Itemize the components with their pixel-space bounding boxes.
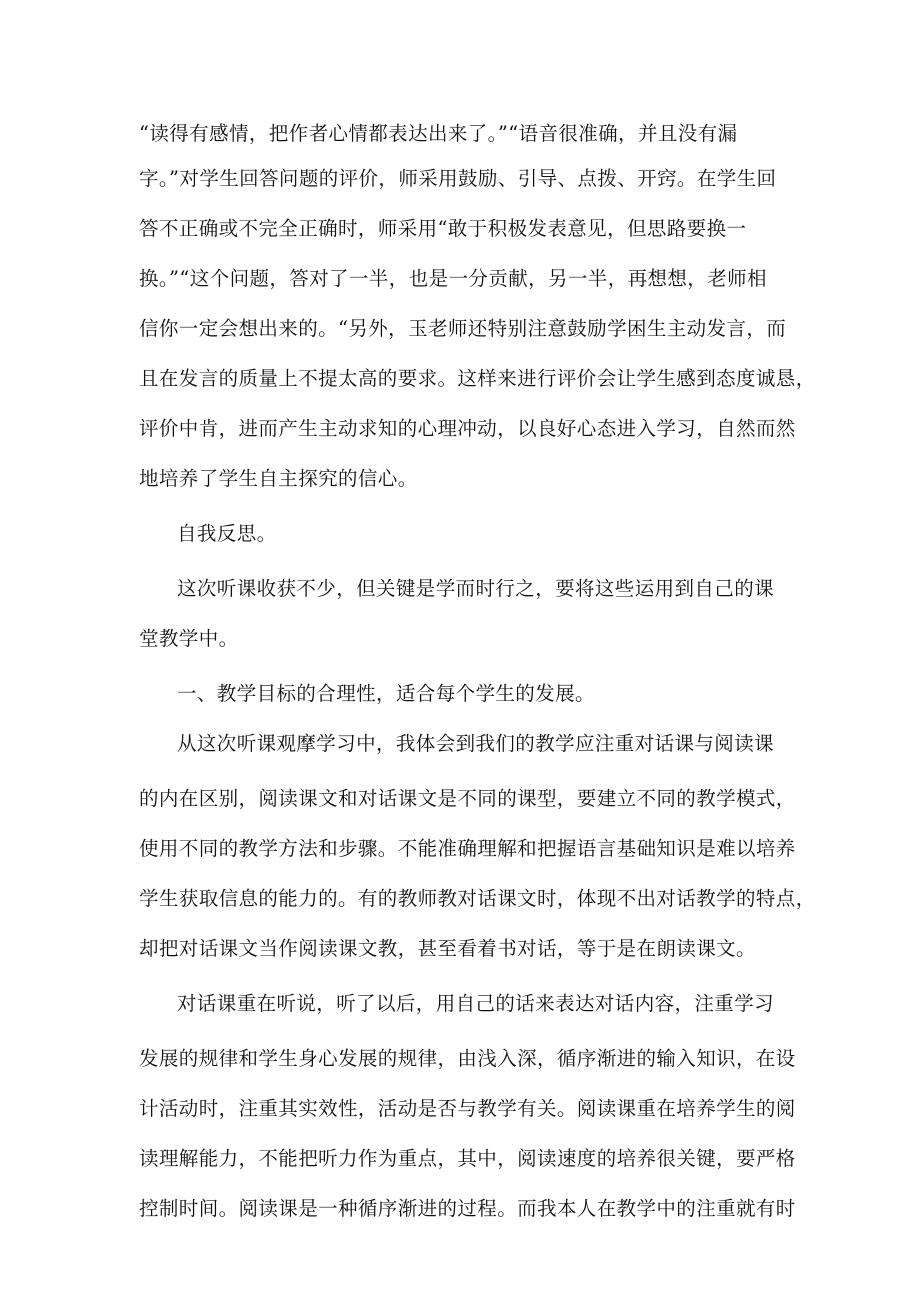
text-line: 一、教学目标的合理性，适合每个学生的发展。 (177, 682, 595, 705)
text-line: 自我反思。 (177, 522, 277, 545)
text-line: 计活动时，注重其实效性，活动是否与教学有关。阅读课重在培养学生的阅 (139, 1097, 796, 1120)
text-line: 控制时间。阅读课是一种循序渐进的过程。而我本人在教学中的注重就有时 (139, 1197, 796, 1220)
text-line: 对话课重在听说，听了以后，用自己的话来表达对话内容，注重学习 (177, 992, 775, 1015)
text-line: 学生获取信息的能力的。有的教师教对话课文时，体现不出对话教学的特点， (139, 887, 816, 910)
text-line: 地培养了学生自主探究的信心。 (139, 467, 418, 490)
text-line: 发展的规律和学生身心发展的规律，由浅入深，循序渐进的输入知识，在设 (139, 1047, 796, 1070)
text-line: “读得有感情，把作者心情都表达出来了。”“语音很准确，并且没有漏 (139, 122, 738, 145)
text-line: 从这次听课观摩学习中，我体会到我们的教学应注重对话课与阅读课 (177, 732, 775, 755)
text-line: 的内在区别，阅读课文和对话课文是不同的课型，要建立不同的教学模式， (139, 787, 796, 810)
text-line: 这次听课收获不少，但关键是学而时行之，要将这些运用到自己的课 (177, 577, 775, 600)
text-line: 堂教学中。 (139, 627, 239, 650)
text-line: 却把对话课文当作阅读课文教，甚至看着书对话，等于是在朗读课文。 (139, 937, 756, 960)
text-line: 信你一定会想出来的。“另外，玉老师还特别注意鼓励学困生主动发言，而 (139, 317, 787, 340)
text-line: 且在发言的质量上不提太高的要求。这样来进行评价会让学生感到态度诚恳， (139, 367, 816, 390)
text-line: 使用不同的教学方法和步骤。不能准确理解和把握语言基础知识是难以培养 (139, 837, 796, 860)
text-line: 评价中肯，进而产生主动求知的心理冲动，以良好心态进入学习，自然而然 (139, 417, 796, 440)
document-body (139, 115, 816, 1220)
text-line: 读理解能力，不能把听力作为重点，其中，阅读速度的培养很关键，要严格 (139, 1147, 796, 1170)
text-line: 字。”对学生回答问题的评价，师采用鼓励、引导、点拨、开窍。在学生回 (139, 167, 777, 190)
text-line: 答不正确或不完全正确时，师采用“敢于积极发表意见，但思路要换一 (139, 217, 747, 240)
text-line: 换。”“这个问题，答对了一半，也是一分贡献，另一半，再想想，老师相 (139, 267, 767, 290)
